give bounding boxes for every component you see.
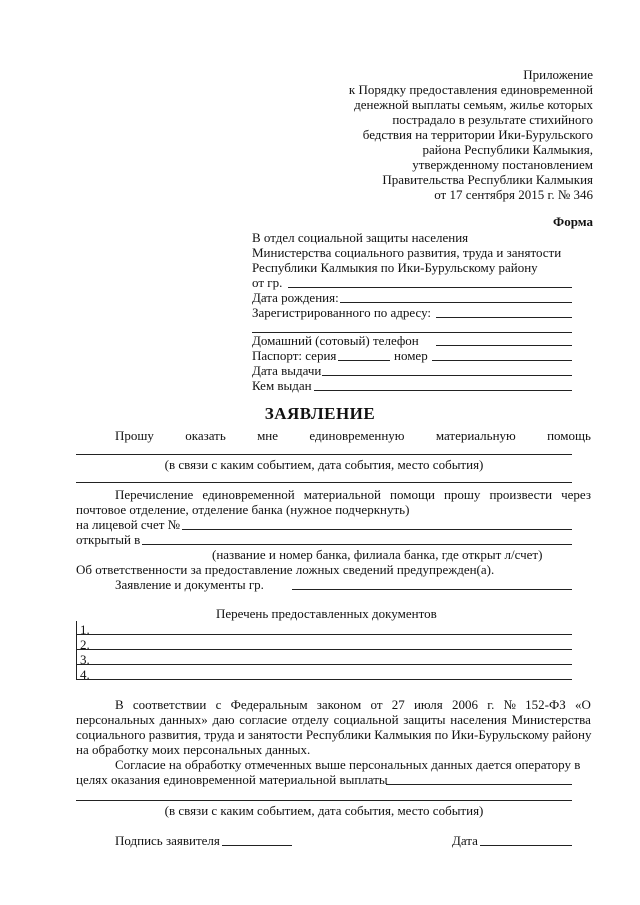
consent-word: защиты <box>403 712 446 727</box>
consent-word: персональных <box>76 712 155 727</box>
account-label: на лицевой счет № <box>76 517 181 532</box>
document-title: ЗАЯВЛЕНИЕ <box>264 404 376 423</box>
document-item-number: 4. <box>80 667 90 682</box>
consent-word: 27 <box>391 697 405 712</box>
consent-word: Министерства <box>511 712 591 727</box>
appendix-line: утвержденному постановлением <box>412 157 593 172</box>
appendix-line: к Порядку предоставления единовременной <box>348 82 593 97</box>
consent-p2-line-1: Согласие на обработку отмеченных выше персональных данных дается оператору в <box>115 757 581 772</box>
date-field[interactable] <box>480 845 572 846</box>
consent-line-4: на обработку моих персональных данных. <box>76 742 311 757</box>
transfer-word: произвести <box>489 487 553 502</box>
consent-word: населения <box>450 712 507 727</box>
account-field[interactable] <box>182 529 572 530</box>
consent-word: № <box>503 697 516 712</box>
consent-word: с <box>215 697 222 712</box>
consent-word: отделу <box>291 712 329 727</box>
addressee-line: Республики Калмыкия по Ики-Бурульскому району <box>252 260 538 275</box>
issued-by-label: Кем выдан <box>252 378 312 393</box>
consent-purpose-field-2[interactable] <box>76 800 572 801</box>
consent-word: 152-ФЗ <box>525 697 566 712</box>
consent-word: даю <box>212 712 235 727</box>
documents-heading: Перечень предоставленных документов <box>216 606 437 621</box>
appendix-line: района Республики Калмыкия, <box>422 142 593 157</box>
phone-label: Домашний (сотовый) телефон <box>252 333 419 348</box>
consent-word: законом <box>316 697 362 712</box>
consent-word: «О <box>575 697 591 712</box>
transfer-word: прошу <box>443 487 481 502</box>
signature-field[interactable] <box>222 845 292 846</box>
consent-line-2 <box>76 712 591 727</box>
opened-label: открытый в <box>76 532 141 547</box>
appendix-line: Приложение <box>523 67 593 82</box>
consent-word: от <box>370 697 383 712</box>
address-label: Зарегистрированного по адресу: <box>252 305 432 320</box>
consent-word: В <box>115 697 124 712</box>
document-item-field[interactable] <box>76 679 572 680</box>
issue-date-field[interactable] <box>322 375 572 376</box>
appendix-line: бедствия на территории Ики-Бурульского <box>362 127 593 142</box>
document-item-field[interactable] <box>76 634 572 635</box>
request-line <box>115 428 591 443</box>
consent-word: согласие <box>239 712 287 727</box>
from-label: от гр. <box>252 275 283 290</box>
transfer-word: помощи <box>390 487 435 502</box>
document-item-number: 3. <box>80 652 90 667</box>
document-item-field[interactable] <box>76 664 572 665</box>
address-field[interactable] <box>436 317 572 318</box>
birth-date-field[interactable] <box>340 302 572 303</box>
document-item-number: 1. <box>80 622 90 637</box>
bank-hint: (название и номер банка, филиала банка, где открыт л/счет) <box>212 547 543 562</box>
request-word: помощь <box>547 428 591 443</box>
transfer-word: через <box>561 487 591 502</box>
birth-date-label: Дата рождения: <box>252 290 339 305</box>
transfer-line <box>115 487 591 502</box>
request-word: Прошу <box>115 428 154 443</box>
consent-word: социальной <box>333 712 399 727</box>
issue-date-label: Дата выдачи <box>252 363 322 378</box>
consent-p2-line-2: целях оказания единовременной материальной выплаты <box>76 772 388 787</box>
request-hint: (в связи с каким событием, дата события, место события) <box>164 457 484 472</box>
addressee-line: Министерства социального развития, труда и занятости <box>252 245 562 260</box>
consent-word: г. <box>487 697 495 712</box>
appendix-line: от 17 сентября 2015 г. № 346 <box>434 187 593 202</box>
issued-by-field[interactable] <box>314 390 572 391</box>
request-word: материальную <box>435 428 516 443</box>
request-word: мне <box>257 428 279 443</box>
documents-from-label: Заявление и документы гр. <box>115 577 264 592</box>
passport-series-label: Паспорт: серия <box>252 348 337 363</box>
bank-field[interactable] <box>142 544 572 545</box>
from-field[interactable] <box>288 287 572 288</box>
addressee-line: В отдел социальной защиты населения <box>252 230 469 245</box>
consent-purpose-field[interactable] <box>386 784 572 785</box>
document-item-field[interactable] <box>76 649 572 650</box>
transfer-word: единовременной <box>202 487 295 502</box>
consent-line-3: социального развития, труда и занятости Республики Калмыкия по Ики-Бурульскому району <box>76 727 592 742</box>
signature-label: Подпись заявителя <box>115 833 220 848</box>
transfer-word: материальной <box>303 487 381 502</box>
phone-field[interactable] <box>436 345 572 346</box>
consent-hint: (в связи с каким событием, дата события, место события) <box>164 803 484 818</box>
consent-word: июля <box>413 697 443 712</box>
consent-word: соответствии <box>132 697 207 712</box>
document-list-border <box>76 621 77 680</box>
form-label: Форма <box>553 214 593 229</box>
documents-from-field[interactable] <box>292 589 572 590</box>
consent-word: данных» <box>159 712 208 727</box>
appendix-line: денежной выплаты семьям, жилье которых <box>354 97 593 112</box>
request-field-2[interactable] <box>76 482 572 483</box>
passport-series-field[interactable] <box>338 360 390 361</box>
consent-line-1 <box>115 697 591 712</box>
transfer-line-2: почтовое отделение, отделение банка (нужное подчеркнуть) <box>76 502 410 517</box>
responsibility-text: Об ответственности за предоставление ложных сведений предупрежден(а). <box>76 562 495 577</box>
date-label: Дата <box>452 833 478 848</box>
appendix-line: пострадало в результате стихийного <box>392 112 593 127</box>
passport-number-label: номер <box>394 348 428 363</box>
consent-word: Федеральным <box>230 697 308 712</box>
appendix-line: Правительства Республики Калмыкия <box>382 172 593 187</box>
request-field[interactable] <box>76 454 572 455</box>
request-word: оказать <box>185 428 226 443</box>
transfer-word: Перечисление <box>115 487 194 502</box>
consent-word: 2006 <box>451 697 478 712</box>
passport-number-field[interactable] <box>432 360 572 361</box>
document-item-number: 2. <box>80 637 90 652</box>
request-word: единовременную <box>309 428 405 443</box>
